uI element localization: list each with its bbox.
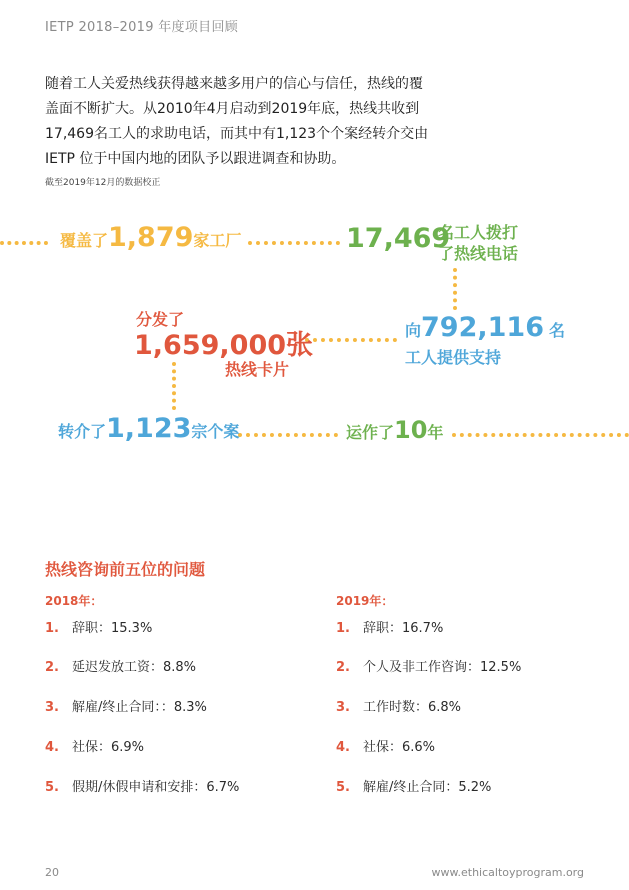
item-text: 辞职：15.3% <box>72 621 153 636</box>
item-text: 个人及非工作咨询：12.5% <box>363 660 522 675</box>
item-number: 3. <box>45 700 59 715</box>
dotted-connector <box>305 338 397 342</box>
item-text: 延迟发放工资：8.8% <box>72 660 197 675</box>
dotted-connector <box>172 362 176 410</box>
item-text: 假期/休假申请和安排：6.7% <box>72 780 240 795</box>
section-title: 热线咨询前五位的问题 <box>45 560 206 579</box>
stat-value: 792,116 <box>421 312 544 343</box>
stat-prefix: 向 <box>405 321 422 340</box>
list-item <box>45 696 207 715</box>
list-item <box>336 656 521 675</box>
list-item <box>336 736 435 755</box>
intro-line: 17,469名工人的求助电话，而其中有1,123个个案经转介交由 <box>45 126 429 142</box>
page-number: 20 <box>45 866 59 879</box>
stat-years <box>346 416 443 444</box>
intro-line: 盖面不断扩大。从2010年4月启动到2019年底，热线共收到 <box>45 101 420 117</box>
stat-cards-prefix: 分发了 <box>136 310 185 329</box>
dotted-connector <box>0 241 48 245</box>
item-text: 社保：6.9% <box>72 740 145 755</box>
item-number: 5. <box>45 780 59 795</box>
list-item <box>336 617 443 636</box>
data-note: 截至2019年12月的数据校正 <box>45 178 161 188</box>
item-number: 5. <box>336 780 350 795</box>
stat-value: 10 <box>394 416 428 444</box>
list-item <box>336 696 461 715</box>
item-text: 社保：6.6% <box>363 740 436 755</box>
stat-calls-value: 17,469 <box>346 223 451 254</box>
item-text: 解雇/终止合同：5.2% <box>363 780 492 795</box>
stat-support-line2: 工人提供支持 <box>405 348 502 367</box>
intro-paragraph <box>45 72 465 172</box>
stat-value: 1,123 <box>106 413 192 444</box>
list-item <box>336 776 491 795</box>
stat-prefix: 运作了 <box>346 423 395 442</box>
dotted-connector <box>452 433 629 437</box>
stat-suffix: 年 <box>427 423 444 442</box>
item-text: 工作时数：6.8% <box>363 700 462 715</box>
stat-suffix: 家工厂 <box>193 231 242 250</box>
stat-prefix: 覆盖了 <box>60 231 109 250</box>
stat-support <box>405 312 565 343</box>
dotted-connector <box>238 433 338 437</box>
item-number: 1. <box>336 621 350 636</box>
item-number: 1. <box>45 621 59 636</box>
stat-cards-suffix: 热线卡片 <box>225 360 290 379</box>
list-item <box>45 776 239 795</box>
item-text: 辞职：16.7% <box>363 621 444 636</box>
stat-value: 1,879 <box>108 222 194 253</box>
item-number: 3. <box>336 700 350 715</box>
year-label-2019: 2019年： <box>336 594 394 608</box>
stat-prefix: 转介了 <box>58 422 107 441</box>
dotted-connector <box>248 241 340 245</box>
intro-line: IETP 位于中国内地的团队予以跟进调查和协助。 <box>45 151 346 167</box>
stat-text-line: 名工人拨打 <box>438 223 519 242</box>
item-text: 解雇/终止合同：：8.3% <box>72 700 207 715</box>
stat-calls-text <box>438 222 518 264</box>
stat-referrals <box>58 413 239 444</box>
stat-suffix: 名 <box>549 321 566 340</box>
stat-coverage <box>60 222 241 253</box>
footer-url[interactable]: www.ethicaltoyprogram.org <box>431 866 584 879</box>
stat-suffix: 宗个案 <box>191 422 240 441</box>
year-label-2018: 2018年： <box>45 594 103 608</box>
intro-line: 随着工人关爱热线获得越来越多用户的信心与信任，热线的覆 <box>45 76 423 92</box>
list-item <box>45 736 144 755</box>
list-item <box>45 656 196 675</box>
item-number: 2. <box>336 660 350 675</box>
list-item <box>45 617 152 636</box>
item-number: 4. <box>336 740 350 755</box>
stat-cards-value: 1,659,000张 <box>134 330 314 361</box>
item-number: 2. <box>45 660 59 675</box>
item-number: 4. <box>45 740 59 755</box>
stat-text-line: 了热线电话 <box>438 244 519 263</box>
dotted-connector <box>453 268 457 310</box>
page-header: IETP 2018–2019 年度项目回顾 <box>45 20 239 35</box>
